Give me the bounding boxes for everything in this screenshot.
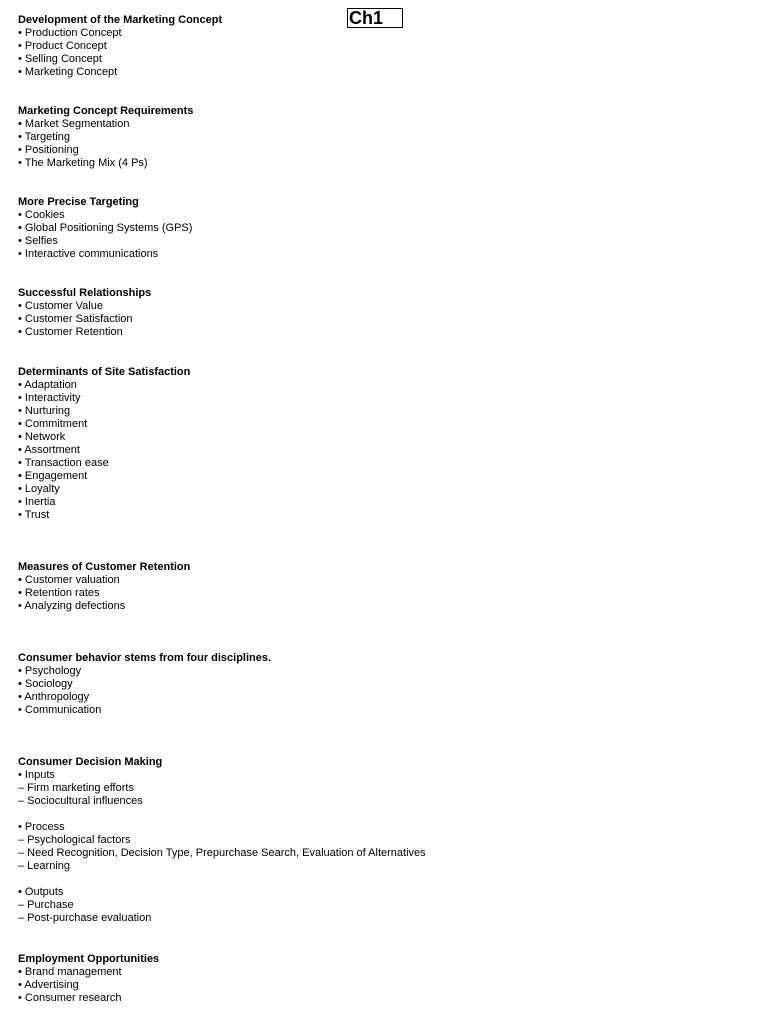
section-marketing-concept-requirements [18, 105, 193, 170]
section-consumer-decision-making [18, 756, 426, 925]
section-heading: Development of the Marketing Concept [18, 14, 223, 26]
list-item: – Firm marketing efforts [18, 782, 134, 794]
section-heading: Consumer behavior stems from four disciplines. [18, 652, 272, 664]
list-item: • Process [18, 821, 65, 833]
section-heading: More Precise Targeting [18, 196, 139, 208]
list-item: • The Marketing Mix (4 Ps) [18, 157, 148, 169]
list-item: • Consumer research [18, 992, 122, 1004]
list-item: • Marketing Concept [18, 66, 118, 78]
section-heading: Determinants of Site Satisfaction [18, 366, 191, 378]
list-item: • Anthropology [18, 691, 90, 703]
list-item: • Targeting [18, 131, 70, 143]
list-item: • Brand management [18, 966, 122, 978]
list-item: • Network [18, 431, 66, 443]
list-item: – Purchase [18, 899, 74, 911]
list-item: • Trust [18, 509, 50, 521]
section-employment-opportunities [18, 953, 159, 1005]
list-item: • Loyalty [18, 483, 60, 495]
section-site-satisfaction [18, 366, 190, 522]
list-item: • Psychology [18, 665, 82, 677]
list-item: • Customer valuation [18, 574, 120, 586]
list-item: • Inputs [18, 769, 55, 781]
list-item: • Positioning [18, 144, 79, 156]
list-item: • Adaptation [18, 379, 77, 391]
section-heading: Successful Relationships [18, 287, 152, 299]
list-item: • Product Concept [18, 40, 107, 52]
list-item: • Commitment [18, 418, 88, 430]
section-heading: Consumer Decision Making [18, 756, 163, 768]
list-item: – Sociocultural influences [18, 795, 143, 807]
list-item: • Outputs [18, 886, 64, 898]
list-item: • Customer Retention [18, 326, 123, 338]
list-item: • Nurturing [18, 405, 71, 417]
list-item: • Analyzing defections [18, 600, 126, 612]
list-item: – Need Recognition, Decision Type, Prepurchase Search, Evaluation of Alternatives [18, 847, 426, 859]
list-item: • Retention rates [18, 587, 100, 599]
list-item: • Selfies [18, 235, 58, 247]
section-heading: Marketing Concept Requirements [18, 105, 194, 117]
chapter-label: Ch1 [347, 8, 403, 28]
section-precise-targeting [18, 196, 192, 261]
list-item: – Post-purchase evaluation [18, 912, 152, 924]
list-item: • Selling Concept [18, 53, 102, 65]
list-item: • Interactivity [18, 392, 81, 404]
list-item: • Cookies [18, 209, 65, 221]
list-item: • Production Concept [18, 27, 122, 39]
list-item: – Psychological factors [18, 834, 131, 846]
list-item: • Communication [18, 704, 102, 716]
section-heading: Measures of Customer Retention [18, 561, 191, 573]
list-item: • Customer Value [18, 300, 103, 312]
list-item: • Market Segmentation [18, 118, 130, 130]
section-successful-relationships [18, 287, 151, 339]
list-item: • Customer Satisfaction [18, 313, 133, 325]
list-item: • Global Positioning Systems (GPS) [18, 222, 193, 234]
section-customer-retention-measures [18, 561, 190, 613]
list-item: • Advertising [18, 979, 79, 991]
list-item: • Inertia [18, 496, 56, 508]
list-item: • Sociology [18, 678, 73, 690]
list-item: • Assortment [18, 444, 80, 456]
section-consumer-behavior-disciplines [18, 652, 271, 717]
list-item: – Learning [18, 860, 70, 872]
section-marketing-concept-development [18, 14, 222, 79]
list-item: • Engagement [18, 470, 88, 482]
list-item: • Transaction ease [18, 457, 109, 469]
list-item: • Interactive communications [18, 248, 159, 260]
section-heading: Employment Opportunities [18, 953, 160, 965]
